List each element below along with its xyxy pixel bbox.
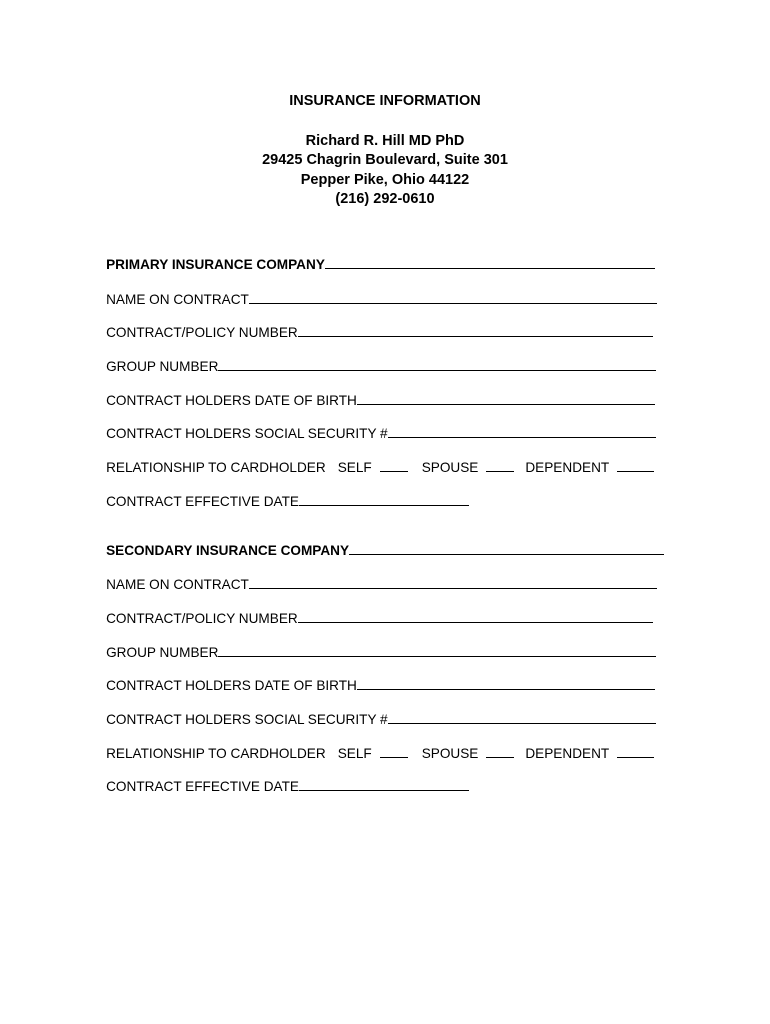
secondary-name-label: NAME ON CONTRACT [106, 577, 249, 592]
primary-company-field[interactable] [325, 257, 655, 269]
primary-self-field[interactable] [380, 460, 408, 472]
primary-dob-label: CONTRACT HOLDERS DATE OF BIRTH [106, 393, 357, 408]
primary-ssn-field[interactable] [388, 426, 656, 438]
primary-company-label: PRIMARY INSURANCE COMPANY [106, 257, 325, 272]
secondary-ssn-field[interactable] [388, 712, 656, 724]
secondary-company-label: SECONDARY INSURANCE COMPANY [106, 543, 350, 558]
primary-ssn-label: CONTRACT HOLDERS SOCIAL SECURITY # [106, 426, 388, 441]
secondary-dob-field[interactable] [357, 678, 655, 690]
secondary-relationship-label: RELATIONSHIP TO CARDHOLDER [106, 746, 326, 761]
secondary-effective-label: CONTRACT EFFECTIVE DATE [106, 779, 299, 794]
secondary-dependent-label: DEPENDENT [525, 746, 610, 761]
primary-group-field[interactable] [218, 359, 656, 371]
primary-dob-field[interactable] [357, 393, 655, 405]
secondary-effective-field[interactable] [299, 779, 469, 791]
secondary-dob-label: CONTRACT HOLDERS DATE OF BIRTH [106, 678, 357, 693]
primary-effective-label: CONTRACT EFFECTIVE DATE [106, 494, 299, 509]
secondary-policy-field[interactable] [298, 611, 653, 623]
primary-group-label: GROUP NUMBER [106, 359, 219, 374]
secondary-ssn-label: CONTRACT HOLDERS SOCIAL SECURITY # [106, 712, 388, 727]
secondary-company-field[interactable] [349, 543, 664, 555]
provider-city: Pepper Pike, Ohio 44122 [300, 172, 470, 188]
provider-street: 29425 Chagrin Boulevard, Suite 301 [262, 152, 508, 168]
primary-name-label: NAME ON CONTRACT [106, 292, 249, 307]
form-title: INSURANCE INFORMATION [289, 93, 481, 109]
provider-phone: (216) 292-0610 [335, 191, 435, 207]
secondary-name-field[interactable] [249, 577, 657, 589]
primary-relationship-label: RELATIONSHIP TO CARDHOLDER [106, 460, 326, 475]
primary-effective-row [91, 479, 469, 524]
provider-name: Richard R. Hill MD PhD [305, 133, 465, 149]
primary-policy-label: CONTRACT/POLICY NUMBER [106, 325, 298, 340]
secondary-spouse-label: SPOUSE [421, 746, 479, 761]
primary-spouse-label: SPOUSE [421, 460, 479, 475]
primary-policy-field[interactable] [298, 325, 653, 337]
primary-name-field[interactable] [249, 292, 657, 304]
primary-spouse-field[interactable] [486, 460, 514, 472]
secondary-spouse-field[interactable] [486, 746, 514, 758]
secondary-self-field[interactable] [380, 746, 408, 758]
secondary-group-label: GROUP NUMBER [106, 645, 219, 660]
primary-self-label: SELF [337, 460, 372, 475]
primary-dependent-label: DEPENDENT [525, 460, 610, 475]
primary-dependent-field[interactable] [617, 460, 654, 472]
secondary-self-label: SELF [337, 746, 372, 761]
secondary-effective-row [91, 764, 469, 809]
secondary-group-field[interactable] [218, 645, 656, 657]
secondary-dependent-field[interactable] [617, 746, 654, 758]
primary-effective-field[interactable] [299, 494, 469, 506]
secondary-policy-label: CONTRACT/POLICY NUMBER [106, 611, 298, 626]
